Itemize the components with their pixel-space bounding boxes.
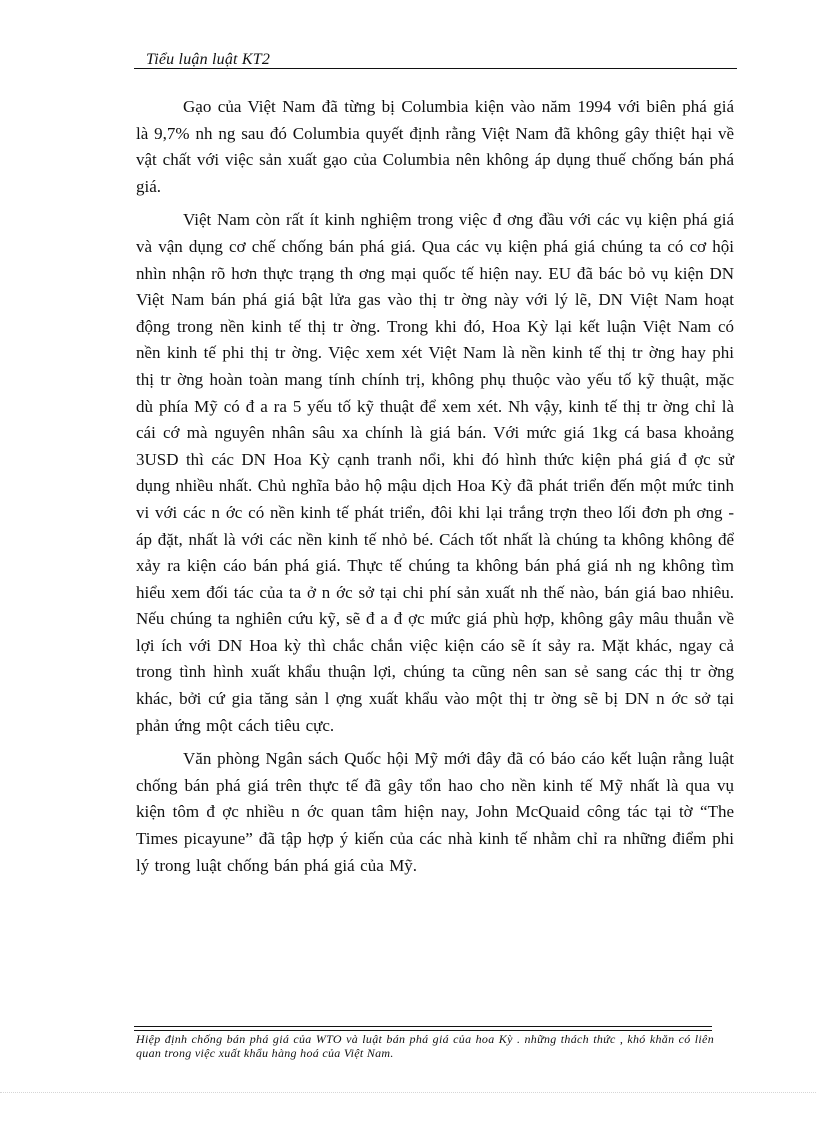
body-paragraph-1: Gạo của Việt Nam đã từng bị Columbia kiện vào năm 1994 với biên phá giá là 9,7% nh ng sau đó Columbia quyết định rằng Việt Nam đã không gây thiệt hại về vật chất với việc sản xuất gạo của Columbia nên không áp dụng thuế chống bán phá giá. bbox=[136, 97, 734, 196]
footer-divider-bottom bbox=[134, 1030, 712, 1031]
page-header-title: Tiểu luận luật KT2 bbox=[146, 51, 271, 68]
page-footer-text: Hiệp định chống bán phá giá của WTO và luật bán phá giá của hoa Kỳ . những thách thức , khó khăn có liên quan trong việc xuất khẩu hàng hoá của Việt Nam. bbox=[136, 1032, 714, 1060]
body-paragraph-2: Việt Nam còn rất ít kinh nghiệm trong việc đ ơng đầu với các vụ kiện phá giá và vận dụng cơ chế chống bán phá giá. Qua các vụ kiện phá giá chúng ta có cơ hội nhìn nhận rõ hơn thực trạng th ơng mại quốc tế hiện nay. EU đã bác bỏ vụ kiện DN Việt Nam bán phá giá bật lửa gas vào thị tr ờng này với lý lẽ, DN Việt Nam hoạt động trong nền kinh tế thị tr ờng. Trong khi đó, Hoa Kỳ lại kết luận Việt Nam có nền kinh tế phi thị tr ờng. Việc xem xét Việt Nam là nền kinh tế thị tr ờng hay phi thị tr ờng hoàn toàn mang tính chính trị, không phụ thuộc vào yếu tố kỹ thuật, mặc dù phía Mỹ có đ a ra 5 yếu tố kỹ thuật để xem xét. Nh vậy, kinh tế thị tr ờng chỉ là cái cớ mà nguyên nhân sâu xa chính là giá bán. Với mức giá 1kg cá basa khoảng 3USD thì các DN Hoa Kỳ cạnh tranh nổi, khi đó hình thức kiện phá giá đ ợc sử dụng nhiều nhất. Chủ nghĩa bảo hộ mậu dịch Hoa Kỳ đã phát triển đến một mức tinh vi với các n ớc có nền kinh tế phát triển, đôi khi lại trắng trợn theo lối đơn ph ơng - áp đặt, nhất là với các nền kinh tế nhỏ bé. Cách tốt nhất là chúng ta không không để xảy ra kiện cáo bán phá giá. Thực tế chúng ta không bán phá giá nh ng không tìm hiểu xem đối tác của ta ở n ớc sở tại chi phí sản xuất nh thế nào, bán giá bao nhiêu. Nếu chúng ta nghiên cứu kỹ, sẽ đ a đ ợc mức giá phù hợp, không gây mâu thuẫn về lợi ích với DN Hoa kỳ thì chắc chắn việc kiện cáo sẽ ít sảy ra. Mặt khác, ngay cả trong tình hình xuất khẩu thuận lợi, chúng ta cũng nên san sẻ sang các thị tr ờng khác, bởi cứ gia tăng sản l ợng xuất khẩu vào một thị tr ờng sẽ bị DN n ớc sở tại phản ứng một cách tiêu cực. bbox=[136, 210, 734, 735]
page-bottom-edge bbox=[0, 1092, 816, 1093]
body-paragraph-3: Văn phòng Ngân sách Quốc hội Mỹ mới đây đã có báo cáo kết luận rằng luật chống bán phá giá trên thực tế đã gây tổn hao cho nền kinh tế Mỹ nhất là qua vụ kiện tôm đ ợc nhiều n ớc quan tâm hiện nay, John McQuaid công tác tại tờ “The Times picayune” đã tập hợp ý kiến của các nhà kinh tế nhằm chỉ ra những điểm phi lý trong luật chống bán phá giá của Mỹ. bbox=[136, 749, 734, 875]
document-body bbox=[136, 94, 734, 886]
footer-divider-top bbox=[134, 1026, 712, 1027]
header-divider bbox=[134, 68, 737, 69]
